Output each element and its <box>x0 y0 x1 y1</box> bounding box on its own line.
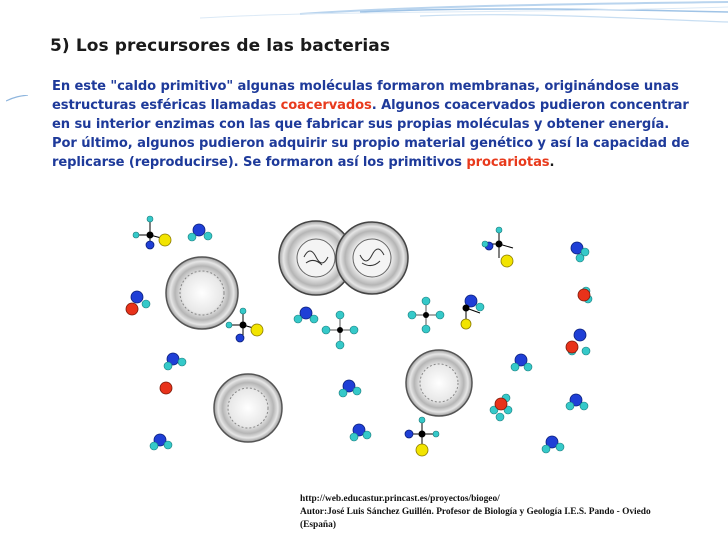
left-decoration <box>6 95 28 103</box>
coacervado-1 <box>166 257 238 329</box>
slide-title: 5) Los precursores de las bacterias <box>50 36 391 56</box>
coacervado-2 <box>214 374 282 442</box>
credits-author: Autor:José Luis Sánchez Guillén. Profesor de Biología y Geología I.E.S. Pando - Oviedo <box>300 507 651 517</box>
body-paragraph <box>52 77 692 172</box>
primitive-soup-diagram <box>110 205 610 470</box>
coacervado-3 <box>406 350 472 416</box>
prokaryote-2 <box>336 222 408 294</box>
credits <box>300 493 720 532</box>
paragraph-part2: . Algunos coacervados pudieron concentrar en su interior enzimas con las que fabricar sus propias moléculas y obtener energía. Por último, algunos pudieron adquirir su propio material genético y así la capacidad de replicarse (reproducirse). Se formaron así los primitivos <box>52 98 690 170</box>
paragraph-end: . <box>549 155 555 170</box>
paragraph-part1: En este "caldo primitivo" algunas moléculas formaron membranas, originándose unas estructuras esféricas llamadas <box>52 79 679 113</box>
credits-url: http://web.educastur.princast.es/proyectos/biogeo/ <box>300 494 500 504</box>
credits-country: (España) <box>300 520 336 530</box>
highlight-procariotas: procariotas <box>466 155 550 170</box>
header-decoration <box>0 0 728 40</box>
highlight-coacervados: coacervados <box>280 98 372 113</box>
